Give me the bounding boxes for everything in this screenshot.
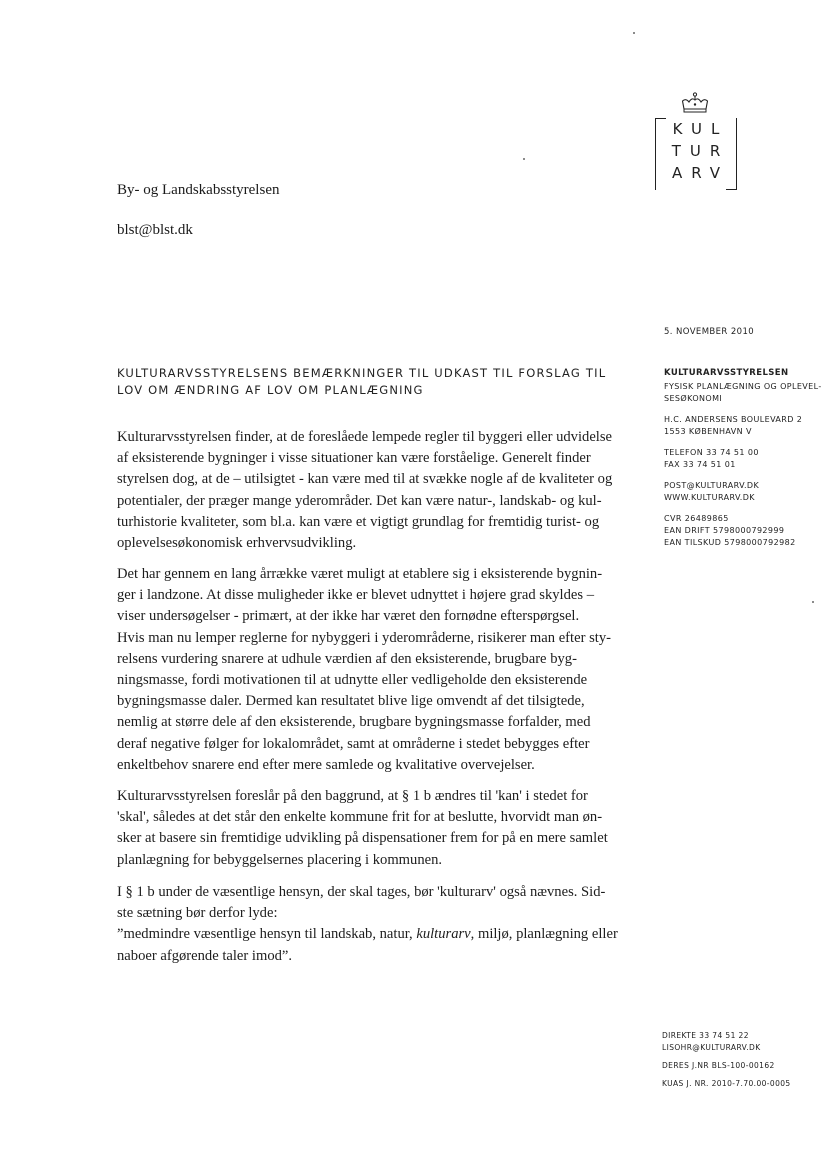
paragraph-line: enkeltbehov snarere end efter mere samlede og kvalitative overvejelser. [117,756,535,773]
crown-icon [681,92,709,114]
paragraph-line: Kulturarvsstyrelsen finder, at de foreslåede lempede regler til byggeri eller udvidelse [117,429,613,445]
scan-speck [523,158,525,160]
footer-block [662,1030,822,1090]
footer-their-ref: DERES J.NR BLS-100-00162 [662,1061,775,1070]
quote-text: ”medmindre væsentlige hensyn til landskab, natur, [117,926,417,943]
paragraph-line: ste sætning bør derfor lyde: [117,905,278,922]
kulturarv-logo [655,92,743,196]
logo-line-2: TUR [671,142,730,160]
paragraph-2 [117,564,637,776]
sender-cvr: CVR 26489865 [664,514,729,523]
quote-line-1 [117,924,637,945]
paragraph-4 [117,882,637,967]
sender-website: WWW.KULTURARV.DK [664,493,755,502]
logo-line-3: ARV [671,164,730,182]
logo-frame [655,118,737,190]
paragraph-line: Kulturarvsstyrelsen foreslår på den baggrund, at § 1 b ændres til 'kan' i stedet for [117,788,588,804]
paragraph-line: oplevelsesøkonomisk erhvervsudvikling. [117,535,357,552]
paragraph-line: I § 1 b under de væsentlige hensyn, der skal tages, bør 'kulturarv' også nævnes. Sid- [117,884,606,900]
paragraph-line: sker at basere sin fremtidige udvikling på dispensationer frem for på en mere samlet [117,830,608,847]
footer-email: LISOHR@KULTURARV.DK [662,1043,761,1052]
sender-ean-tilskud: EAN TILSKUD 5798000792982 [664,538,796,547]
sender-dept-1: FYSISK PLANLÆGNING OG OPLEVEL- [664,382,822,391]
paragraph-line: potentialer, der præger mange yderområder. Det kan være natur-, landskab- og kul- [117,492,602,509]
paragraph-line: 'skal', således at det står den enkelte kommune frit for at beslutte, hvorvidt man øn- [117,809,603,826]
letter-heading [117,365,617,399]
scan-speck [633,32,635,34]
sender-fax: FAX 33 74 51 01 [664,460,736,469]
sender-address-1: H.C. ANDERSENS BOULEVARD 2 [664,415,803,424]
paragraph-line: nemlig at større dele af den eksisterende, brugbare bygningsmasse forfalder, med [117,714,591,731]
paragraph-line: af eksisterende bygninger i visse situationer kan være forståelige. Generelt finder [117,450,591,467]
sender-phone: TELEFON 33 74 51 00 [664,448,759,457]
paragraph-line: Hvis man nu lemper reglerne for nybyggeri i yderområderne, risikerer man efter sty- [117,629,611,646]
paragraph-3 [117,786,637,871]
sender-block [664,367,824,549]
quote-text: , miljø, planlægning eller [470,926,618,943]
sender-org: KULTURARVSSTYRELSEN [664,368,789,378]
sender-ean-drift: EAN DRIFT 5798000792999 [664,526,785,535]
footer-our-ref: KUAS J. NR. 2010-7.70.00-0005 [662,1079,791,1088]
quote-line-2: naboer afgørende taler imod”. [117,947,293,964]
recipient-name: By- og Landskabsstyrelsen [117,182,280,198]
quote-italic-term: kulturarv [416,926,471,943]
paragraph-line: relsens vurdering snarere at udhule værdien af den eksisterende, brugbare byg- [117,650,577,667]
logo-line-1: KUL [672,120,729,138]
paragraph-line: Det har gennem en lang årrække været muligt at etablere sig i eksisterende bygnin- [117,566,603,582]
heading-line-2: LOV OM ÆNDRING AF LOV OM PLANLÆGNING [117,383,424,397]
paragraph-line: styrelsen dog, at de – utilsigtet - kan være med til at svække nogle af de kvaliteter og [117,471,613,488]
paragraph-line: viser undersøgelser - primært, at der ikke har været den fornødne efterspørgsel. [117,608,580,625]
paragraph-line: deraf negative følger for lokalområdet, samt at områderne i stedet bebygges efter [117,735,590,752]
paragraph-1 [117,427,637,554]
paragraph-line: planlægning for bebyggelsernes placering i kommunen. [117,851,443,868]
recipient-email: blst@blst.dk [117,222,193,238]
paragraph-line: turhistorie kvaliteter, som bl.a. kan være et vigtigt grundlag for fremtidig turist- og [117,513,600,530]
paragraph-line: ger i landzone. At disse muligheder ikke er blevet udnyttet i højere grad skyldes – [117,587,595,604]
sender-email: POST@KULTURARV.DK [664,481,760,490]
footer-direct-phone: DIREKTE 33 74 51 22 [662,1031,749,1040]
sender-address-2: 1553 KØBENHAVN V [664,427,752,436]
paragraph-line: ningsmasse, fordi motivationen til at udnytte eller vedligeholde den eksisterende [117,672,588,689]
paragraph-line: bygningsmasse daler. Dermed kan resultatet blive lige omvendt af det tilsigtede, [117,693,585,710]
heading-line-1: KULTURARVSSTYRELSENS BEMÆRKNINGER TIL UDKAST TIL FORSLAG TIL [117,366,607,380]
sender-dept-2: SESØKONOMI [664,394,723,403]
scan-speck [812,601,814,603]
letter-date: 5. NOVEMBER 2010 [664,327,755,337]
